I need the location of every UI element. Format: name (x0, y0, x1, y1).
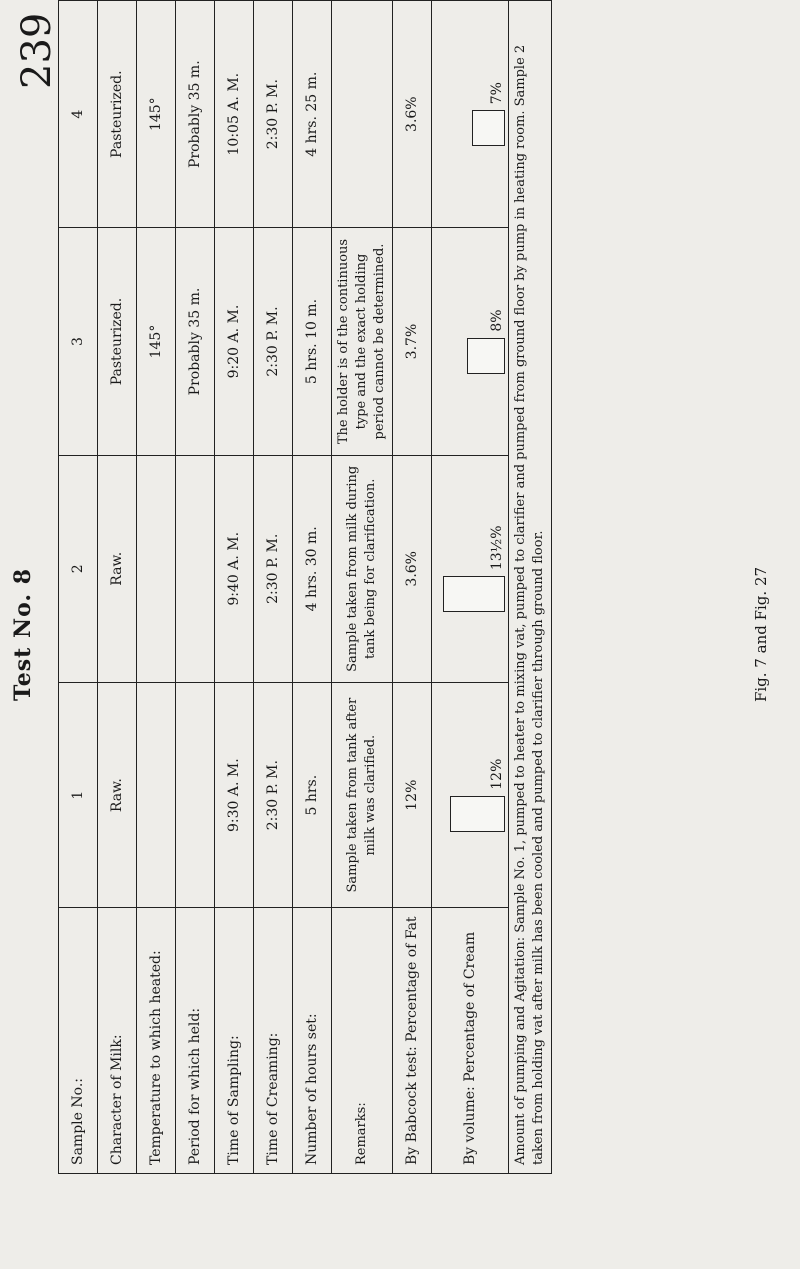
table-cell: Raw. (98, 682, 137, 908)
table-cell: 2:30 P. M. (254, 1, 293, 228)
table-body (59, 1, 552, 1174)
table-row (176, 1, 215, 1174)
page-title: Test No. 8 (10, 567, 36, 702)
bar-value-label: 13½% (489, 525, 505, 571)
table-cell: 2:30 P. M. (254, 682, 293, 908)
table-row (393, 1, 432, 1174)
row-label: Period for which held: (176, 908, 215, 1174)
bar-value-label: 7% (489, 82, 505, 105)
table-cell (176, 682, 215, 908)
table-cell: 1 (59, 682, 98, 908)
table-cell (137, 682, 176, 908)
table-cell: The holder is of the continuous type and the exact holding period cannot be determined. (332, 228, 393, 455)
table-row (293, 1, 332, 1174)
table-cell: Sample taken from milk during tank being for clarification. (332, 455, 393, 682)
page-number-stamp: 239 (14, 12, 60, 89)
test-table (58, 0, 552, 1174)
table-cell: 9:30 A. M. (215, 682, 254, 908)
table-cell: 3.6% (393, 455, 432, 682)
table-cell: Raw. (98, 455, 137, 682)
row-label: Remarks: (332, 908, 393, 1174)
row-label: Time of Creaming: (254, 908, 293, 1174)
table-cell (432, 228, 509, 455)
table-cell: 10:05 A. M. (215, 1, 254, 228)
table-row (254, 1, 293, 1174)
table-cell: 4 hrs. 30 m. (293, 455, 332, 682)
table-row (98, 1, 137, 1174)
table-cell: 2 (59, 455, 98, 682)
table-row (59, 1, 98, 1174)
table-cell: 2:30 P. M. (254, 228, 293, 455)
table-cell: 3.7% (393, 228, 432, 455)
row-label: By volume: Percentage of Cream (432, 908, 509, 1174)
cream-bar (450, 796, 505, 832)
row-label: Character of Milk: (98, 908, 137, 1174)
cream-bar (443, 576, 505, 612)
bar-wrap (435, 9, 505, 219)
table-cell (432, 1, 509, 228)
table-row (432, 1, 509, 1174)
bar-wrap (435, 236, 505, 446)
table-row (332, 1, 393, 1174)
row-label: Time of Sampling: (215, 908, 254, 1174)
table-cell (432, 455, 509, 682)
table-cell: 9:20 A. M. (215, 228, 254, 455)
table-cell (176, 455, 215, 682)
bar-wrap (435, 464, 505, 674)
row-label: Temperature to which heated: (137, 908, 176, 1174)
table-cell: 145° (137, 1, 176, 228)
table-cell: Probably 35 m. (176, 1, 215, 228)
cream-bar (467, 338, 505, 374)
table-cell: 5 hrs. (293, 682, 332, 908)
cream-bar (472, 110, 505, 146)
row-label: Sample No.: (59, 908, 98, 1174)
figure-caption: Fig. 7 and Fig. 27 (752, 566, 770, 703)
table-cell: 3 (59, 228, 98, 455)
table-cell (432, 682, 509, 908)
table-cell: 3.6% (393, 1, 432, 228)
table-cell: Sample taken from tank after milk was clarified. (332, 682, 393, 908)
bar-wrap (435, 691, 505, 900)
table-cell: 145° (137, 228, 176, 455)
row-label: By Babcock test: Percentage of Fat (393, 908, 432, 1174)
table-cell: 4 (59, 1, 98, 228)
method-text: Amount of pumping and Agitation: Sample No. 1, pumped to heater to mixing vat, pumped to clarifier and pumped from ground floor by pump in heating room. Sample 2 taken from holding vat after milk has been cooled and pumped to clarifier through ground floor. (509, 1, 552, 1174)
table-cell: 9:40 A. M. (215, 455, 254, 682)
table-row (509, 1, 552, 1174)
table-cell: 5 hrs. 10 m. (293, 228, 332, 455)
bar-value-label: 8% (489, 309, 505, 332)
table-cell: 2:30 P. M. (254, 455, 293, 682)
table-cell (137, 455, 176, 682)
table-cell: Pasteurized. (98, 1, 137, 228)
table-cell: 4 hrs. 25 m. (293, 1, 332, 228)
row-label: Number of hours set: (293, 908, 332, 1174)
bar-value-label: 12% (489, 758, 505, 790)
table-row (215, 1, 254, 1174)
table-cell: Pasteurized. (98, 228, 137, 455)
table-row (137, 1, 176, 1174)
table-cell: 12% (393, 682, 432, 908)
table-cell (332, 1, 393, 228)
table-cell: Probably 35 m. (176, 228, 215, 455)
